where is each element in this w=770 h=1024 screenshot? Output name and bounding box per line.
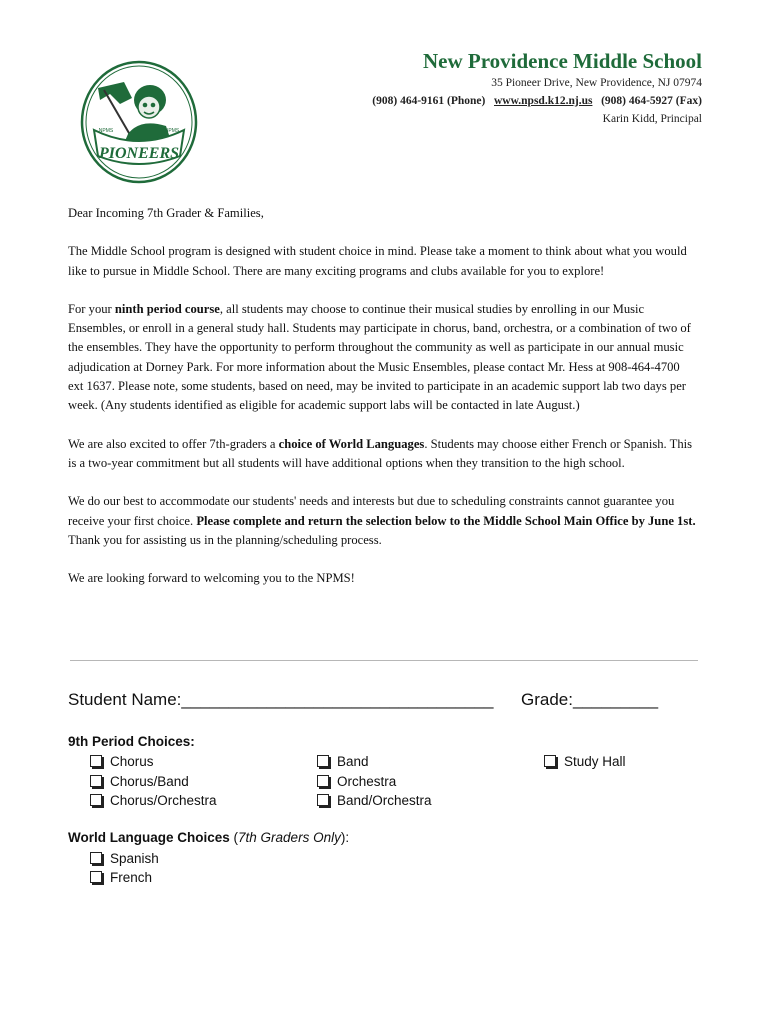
school-address: 35 Pioneer Drive, New Providence, NJ 07974 [491, 77, 702, 89]
school-name: New Providence Middle School [422, 49, 702, 73]
option-chorus[interactable]: Chorus [90, 752, 154, 772]
world-language-title: World Language Choices (7th Graders Only): [68, 830, 350, 845]
pioneers-logo [80, 60, 198, 184]
option-chorus-orchestra[interactable]: Chorus/Orchestra [90, 791, 217, 811]
option-french[interactable]: French [90, 868, 152, 888]
student-name-field[interactable]: Student Name:_________________________________ [68, 690, 494, 709]
paragraph-ninth-period: For your ninth period course, all students may choose to continue their musical studies by enrolling in our Music Ensembles, or enroll in a general study hall. Students may participate in chorus, band, orchestra, or a combination of two of the ensembles. They have the opportunity to perform throughout the community as well as participate in our annual music adjudication at Dorney Park. For more information about the Music Ensembles, please contact Mr. Hess at 908-464-4700 ext 1637. Please note, some students, based on need, may be invited to participate in an academic support lab two days per week. (Any students identified as eligible for academic support labs will be contacted in late August.) [68, 301, 691, 413]
checkbox-icon[interactable] [90, 775, 102, 787]
principal-name: Karin Kidd, Principal [602, 113, 702, 125]
option-spanish[interactable]: Spanish [90, 849, 159, 869]
salutation: Dear Incoming 7th Grader & Families, [68, 206, 264, 220]
option-chorus-band[interactable]: Chorus/Band [90, 772, 189, 792]
checkbox-icon[interactable] [90, 871, 102, 883]
paragraph-world-languages: We are also excited to offer 7th-graders a choice of World Languages. Students may choose either French or Spanish. This is a two-year commitment but all students will have additional options when they transition to the high school. [68, 436, 693, 470]
option-band-orchestra[interactable]: Band/Orchestra [317, 791, 432, 811]
checkbox-icon[interactable] [317, 755, 329, 767]
logo-tag-right: NPMS [164, 128, 180, 134]
grade-field[interactable]: Grade:_________ [521, 690, 659, 709]
fax-number: (908) 464-5927 (Fax) [601, 95, 702, 107]
letter-body [68, 204, 698, 607]
letterhead [372, 48, 702, 128]
paragraph-intro: The Middle School program is designed with student choice in mind. Please take a moment to think about what you would like to pursue in Middle School. There are many exciting programs and clubs available for you to explore! [68, 244, 687, 278]
option-study-hall[interactable]: Study Hall [544, 752, 626, 772]
closing-line: We are looking forward to welcoming you to the NPMS! [68, 571, 355, 586]
paragraph-scheduling: We do our best to accommodate our students' needs and interests but due to scheduling constraints cannot guarantee you receive your first choice. Please complete and return the selection below to the Middle School Main Office by June 1st. Thank you for assisting us in the planning/scheduling process. [68, 494, 696, 547]
checkbox-icon[interactable] [90, 794, 102, 806]
option-orchestra[interactable]: Orchestra [317, 772, 396, 792]
checkbox-icon[interactable] [317, 794, 329, 806]
checkbox-icon[interactable] [90, 755, 102, 767]
ninth-period-title: 9th Period Choices: [68, 734, 195, 749]
website-link[interactable]: www.npsd.k12.nj.us [494, 95, 593, 107]
phone-number: (908) 464-9161 (Phone) [372, 95, 486, 107]
checkbox-icon[interactable] [90, 852, 102, 864]
contact-line [372, 92, 702, 110]
student-info-row [68, 688, 708, 712]
logo-text: PIONEERS [98, 145, 180, 162]
checkbox-icon[interactable] [544, 755, 556, 767]
option-band[interactable]: Band [317, 752, 369, 772]
checkbox-icon[interactable] [317, 775, 329, 787]
divider [70, 660, 698, 661]
logo-tag-left: NPMS [98, 128, 114, 134]
